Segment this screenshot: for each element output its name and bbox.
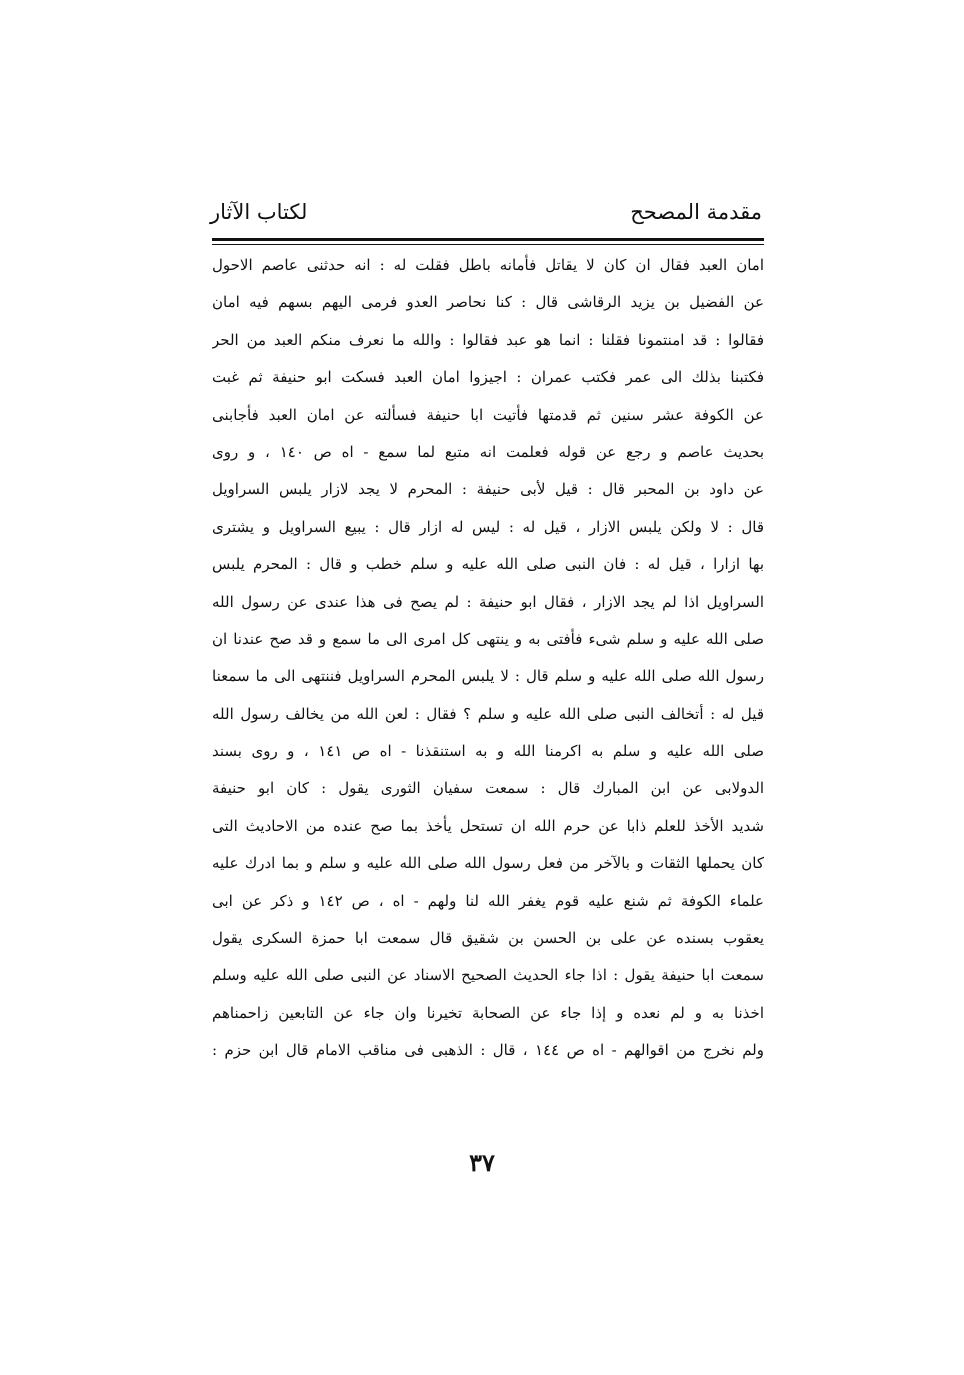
text-line: فكتبنا بذلك الى عمر فكتب عمران : اجيزوا امان العبد فسكت ابو حنيفة ثم غبت (212, 368, 764, 387)
text-line: عن داود بن المحبر قال : قيل لأبى حنيفة : المحرم لا يجد لازار يلبس السراويل (212, 480, 764, 499)
text-line: صلى الله عليه و سلم شىء فأفتى به و ينتهى كل امرى الى ما سمع و قد صح عندنا ان (212, 629, 764, 648)
page-number: ٣٧ (469, 1148, 495, 1177)
header-rule-thick (212, 238, 764, 241)
text-line: ولم نخرج من اقوالهم - اه ص ١٤٤ ، قال : الذهبى فى مناقب الامام قال ابن حزم : (212, 1041, 764, 1060)
text-line: صلى الله عليه و سلم به اكرمنا الله و به استنقذنا - اه ص ١٤١ ، و روى بسند (212, 742, 764, 761)
text-line: امان العبد فقال ان كان لا يقاتل فأمانه باطل فقلت له : انه حدثنى عاصم الاحول (212, 256, 764, 274)
text-line: كان يحملها الثقات و بالآخر من فعل رسول الله صلى الله عليه و سلم و بما ادرك عليه (212, 854, 764, 873)
text-line: بها ازارا ، قيل له : فان النبى صلى الله عليه و سلم خطب و قال : المحرم يلبس (212, 555, 764, 574)
text-line: فقالوا : قد امنتمونا فقلنا : انما هو عبد فقالوا : والله ما نعرف منكم العبد من الحر (212, 330, 764, 349)
text-line: عن الكوفة عشر سنين ثم قدمتها فأتيت ابا حنيفة فسألته عن امان العبد فأجابنى (212, 405, 764, 424)
text-line: الدولابى عن ابن المبارك قال : سمعت سفيان الثورى يقول : كان ابو حنيفة (212, 779, 764, 798)
text-line: قال : لا ولكن يلبس الازار ، قيل له : ليس له ازار قال : يبيع السراويل و يشترى (212, 517, 764, 536)
header-right-title: مقدمة المصحح (630, 200, 762, 224)
header-left-title: لكتاب الآثار (210, 200, 308, 224)
text-line: علماء الكوفة ثم شنع عليه قوم يغفر الله لنا ولهم - اه ، ص ١٤٢ و ذكر عن ابى (212, 891, 764, 910)
text-line: يعقوب بسنده عن على بن الحسن بن شقيق قال سمعت ابا حمزة السكرى يقول (212, 929, 764, 948)
text-line: بحديث عاصم و رجع عن قوله فعلمت انه متبع لما سمع - اه ص ١٤٠ ، و روى (212, 442, 764, 461)
text-line: رسول الله صلى الله عليه و سلم قال : لا يلبس المحرم السراويل فننتهى الى ما سمعنا (212, 667, 764, 686)
text-line: شديد الأخذ للعلم ذابا عن حرم الله ان تستحل يأخذ بما صح عنده من الاحاديث التى (212, 816, 764, 835)
text-line: اخذنا به و لم نعده و إذا جاء عن الصحابة تخيرنا وان جاء عن التابعين زاحمناهم (212, 1003, 764, 1022)
text-line: قيل له : أتخالف النبى صلى الله عليه و سلم ؟ فقال : لعن الله من يخالف رسول الله (212, 704, 764, 723)
text-line: عن الفضيل بن يزيد الرقاشى قال : كنا نحاصر العدو فرمى اليهم بسهم فيه امان (212, 293, 764, 312)
header-rule-thin (212, 244, 764, 245)
text-line: سمعت ابا حنيفة يقول : اذا جاء الحديث الصحيح الاسناد عن النبى صلى الله عليه وسلم (212, 966, 764, 985)
body-text (212, 247, 764, 1070)
running-header (210, 196, 762, 236)
text-line: السراويل اذا لم يجد الازار ، فقال ابو حنيفة : لم يصح فى هذا عندى عن رسول الله (212, 592, 764, 611)
